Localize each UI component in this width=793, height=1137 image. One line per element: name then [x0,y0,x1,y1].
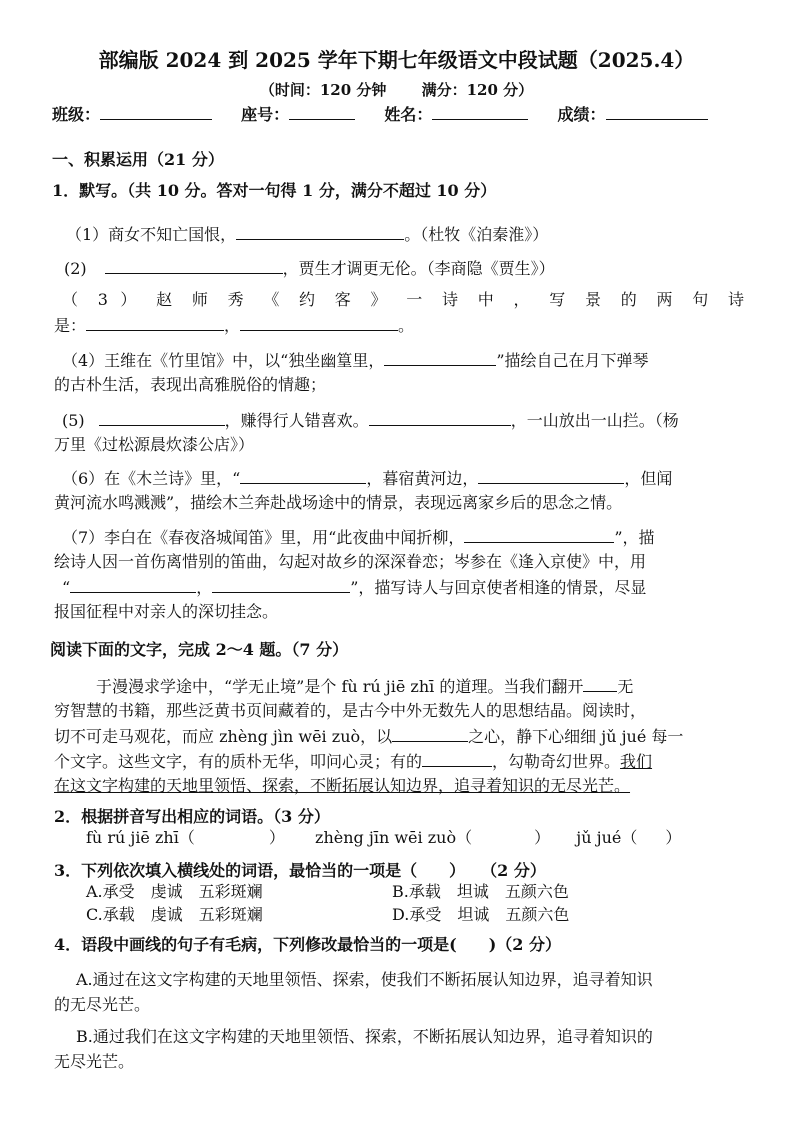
q1-item-7-line3: “ ， ”，描写诗人与回京使者相逢的情景，尽显 [62,578,647,597]
student-info-row [52,104,708,125]
reading-line-4: 个文字。这些文字，有的质朴无华，叩问心灵；有的 ，勾勒奇幻世界。我们 [54,752,653,771]
answer-blank[interactable] [478,468,624,484]
q1-item-5-line2: 万里《过松源晨炊漆公店》） [54,435,255,454]
answer-blank[interactable] [105,258,283,274]
q1-item-3-line1: （ 3 ） 赵 师 秀 《 约 客 》 一 诗 中 ， 写 景 的 两 句 诗 [62,290,744,309]
score-label: 成绩： [557,105,606,124]
q1-item-1: （1）商女不知亡国恨， 。（杜牧《泊秦淮》） [66,225,549,244]
reading-line-2: 穷智慧的书籍，那些泛黄书页间藏着的，是古今中外无数先人的思想结晶。阅读时， [54,701,647,720]
answer-blank[interactable] [464,527,614,543]
q1-item-7-line2: 绘诗人因一首伤离惜别的笛曲，勾起对故乡的深深眷恋；岑参在《逢入京使》中，用 [54,552,647,571]
q3-option-d[interactable]: D.承受 坦诚 五颜六色 [392,905,570,924]
q4-option-a-line1[interactable]: A.通过在这文字构建的天地里领悟、探索，使我们不断拓展认知边界，追寻着知识 [76,970,653,989]
class-blank[interactable] [100,104,212,120]
q4-option-a-line2[interactable]: 的无尽光芒。 [54,995,151,1014]
answer-blank[interactable] [392,726,468,742]
section-heading: 一、积累运用（21 分） [52,150,224,169]
reading-line-1: 于漫漫求学途中，“学无止境”是个 fù rú jiē zhī 的道理。当我们翻开 无 [96,677,634,696]
q1-item-4-line2: 的古朴生活，表现出高雅脱俗的情趣； [54,375,327,394]
q1-item-7-line1: （7）李白在《春夜洛城闻笛》里，用“此夜曲中闻折柳， ”，描 [62,528,655,547]
underlined-sentence: 在这文字构建的天地里领悟、探索，不断拓展认知边界，追寻着知识的无尽光芒。 [54,776,631,795]
exam-title: 部编版 2024 到 2025 学年下期七年级语文中段试题（2025.4） [98,48,695,72]
answer-blank[interactable] [236,224,404,240]
q3-option-b[interactable]: B.承载 坦诚 五颜六色 [392,882,569,901]
q3-title: 3．下列依次填入横线处的词语，最恰当的一项是（ ） （2 分） [54,861,546,880]
underlined-sentence-start: 我们 [620,752,653,771]
q4-option-b-line1[interactable]: B.通过我们在这文字构建的天地里领悟、探索，不断拓展认知边界，追寻着知识的 [76,1027,653,1046]
answer-blank[interactable] [99,410,225,426]
q1-item-7-line4: 报国征程中对亲人的深切挂念。 [54,602,279,621]
q1-item-6-line1: （6）在《木兰诗》里，“ ，暮宿黄河边， ，但闻 [62,469,673,488]
q2-title: 2．根据拼音写出相应的词语。（3 分） [54,807,330,826]
score-blank[interactable] [606,104,708,120]
q3-option-a[interactable]: A.承受 虔诚 五彩斑斓 [86,882,263,901]
q1-item-2: (2) ，贾生才调更无伦。（李商隐《贾生》） [64,259,555,278]
q1-item-3-line2: 是： ， 。 [54,316,415,335]
reading-line-3: 切不可走马观花，而应 zhèng jìn wēi zuò，以 之心，静下心细细 jǔ jué 每一 [54,727,684,746]
q4-title: 4．语段中画线的句子有毛病，下列修改最恰当的一项是( )（2 分） [54,935,561,954]
class-label: 班级： [52,105,101,124]
q1-item-6-line2: 黄河流水鸣溅溅”，描绘木兰奔赴战场途中的情景，表现远离家乡后的思念之情。 [54,493,623,512]
q1-item-4-line1: （4）王维在《竹里馆》中，以“独坐幽篁里， ”描绘自己在月下弹琴 [62,351,649,370]
seat-label: 座号： [241,105,290,124]
q1-title: 1．默写。（共 10 分。答对一句得 1 分，满分不超过 10 分） [52,181,497,200]
answer-blank[interactable] [583,676,617,692]
q3-option-c[interactable]: C.承载 虔诚 五彩斑斓 [86,905,263,924]
answer-blank[interactable] [240,315,398,331]
answer-blank[interactable] [212,577,350,593]
seat-blank[interactable] [289,104,355,120]
q4-option-b-line2[interactable]: 无尽光芒。 [54,1052,135,1071]
answer-blank[interactable] [422,751,492,767]
answer-blank[interactable] [369,410,511,426]
exam-time-info: （时间：120 分钟 满分：120 分） [259,81,534,99]
q2-pinyin-row: fù rú jiē zhī（ ） zhèng jīn wēi zuò（ ） jǔ jué（ ） [86,828,682,847]
q1-item-5-line1: (5) ，赚得行人错喜欢。 ，一山放出一山拦。（杨 [62,411,679,430]
answer-blank[interactable] [384,350,496,366]
name-label: 姓名： [384,105,433,124]
answer-blank[interactable] [240,468,366,484]
answer-blank[interactable] [70,577,196,593]
name-blank[interactable] [432,104,528,120]
reading-intro: 阅读下面的文字，完成 2～4 题。（7 分） [50,640,349,659]
answer-blank[interactable] [86,315,224,331]
